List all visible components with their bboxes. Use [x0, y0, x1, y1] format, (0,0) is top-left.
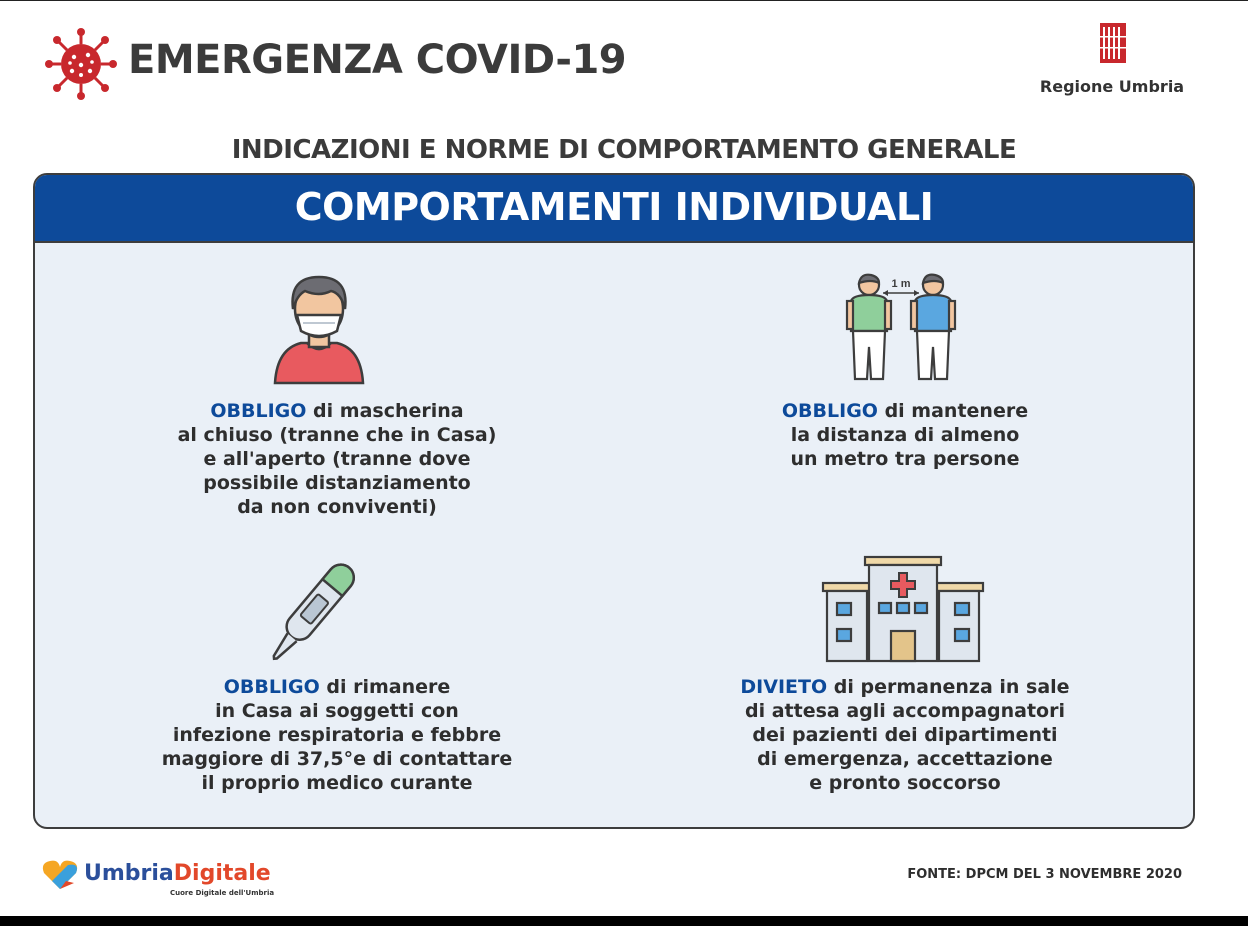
- subtitle: INDICAZIONI E NORME DI COMPORTAMENTO GENERALE: [231, 135, 1017, 165]
- item-text-line: di mascherina: [313, 400, 464, 422]
- behaviors-panel: [33, 173, 1195, 829]
- regione-umbria-logo: [1098, 23, 1128, 69]
- item-text-line: dei pazienti dei dipartimenti: [752, 724, 1058, 746]
- hospital-icon: [819, 555, 987, 663]
- item-text-line: e all'aperto (tranne dove: [203, 448, 471, 470]
- stay-home-obligation-text: [127, 675, 547, 795]
- brand-name-highlight: Digitale: [173, 861, 271, 886]
- thermometer-icon: [259, 549, 375, 663]
- item-text-line: infezione respiratoria e febbre: [172, 724, 502, 746]
- item-text-line: al chiuso (tranne che in Casa): [177, 424, 497, 446]
- item-keyword: OBBLIGO: [781, 400, 878, 422]
- item-keyword: OBBLIGO: [210, 400, 307, 422]
- distance-obligation-text: [695, 399, 1115, 471]
- masked-person-icon: [271, 271, 367, 385]
- item-keyword: DIVIETO: [740, 676, 828, 698]
- social-distance-icon: [843, 271, 959, 383]
- item-text-line: in Casa ai soggetti con: [215, 700, 459, 722]
- brand-tagline: Cuore Digitale dell'Umbria: [170, 889, 275, 897]
- item-text-line: la distanza di almeno: [790, 424, 1020, 446]
- mask-obligation-text: [127, 399, 547, 519]
- page-title: EMERGENZA COVID-19: [128, 37, 627, 83]
- item-text-line: un metro tra persone: [790, 448, 1020, 470]
- item-text-line: di attesa agli accompagnatori: [745, 700, 1065, 722]
- coronavirus-icon: [44, 27, 118, 101]
- item-text-line: possibile distanziamento: [203, 472, 471, 494]
- item-text-line: e pronto soccorso: [809, 772, 1001, 794]
- item-text-line: il proprio medico curante: [201, 772, 473, 794]
- distance-label: 1 m: [891, 278, 911, 290]
- panel-header: [35, 175, 1193, 243]
- item-text-line: da non conviventi): [237, 496, 437, 518]
- brand-name: [84, 861, 271, 886]
- waiting-room-ban-text: [695, 675, 1115, 795]
- item-text-line: di emergenza, accettazione: [757, 748, 1053, 770]
- item-text-line: di permanenza in sale: [833, 676, 1070, 698]
- item-keyword: OBBLIGO: [223, 676, 320, 698]
- item-text-line: maggiore di 37,5°e di contattare: [161, 748, 513, 770]
- region-name: Regione Umbria: [1039, 77, 1185, 96]
- brand-name-part: Umbria: [84, 861, 174, 886]
- item-text-line: di mantenere: [884, 400, 1029, 422]
- source-citation: FONTE: DPCM DEL 3 NOVEMBRE 2020: [907, 867, 1182, 882]
- item-text-line: di rimanere: [326, 676, 451, 698]
- panel-title: COMPORTAMENTI INDIVIDUALI: [294, 185, 934, 229]
